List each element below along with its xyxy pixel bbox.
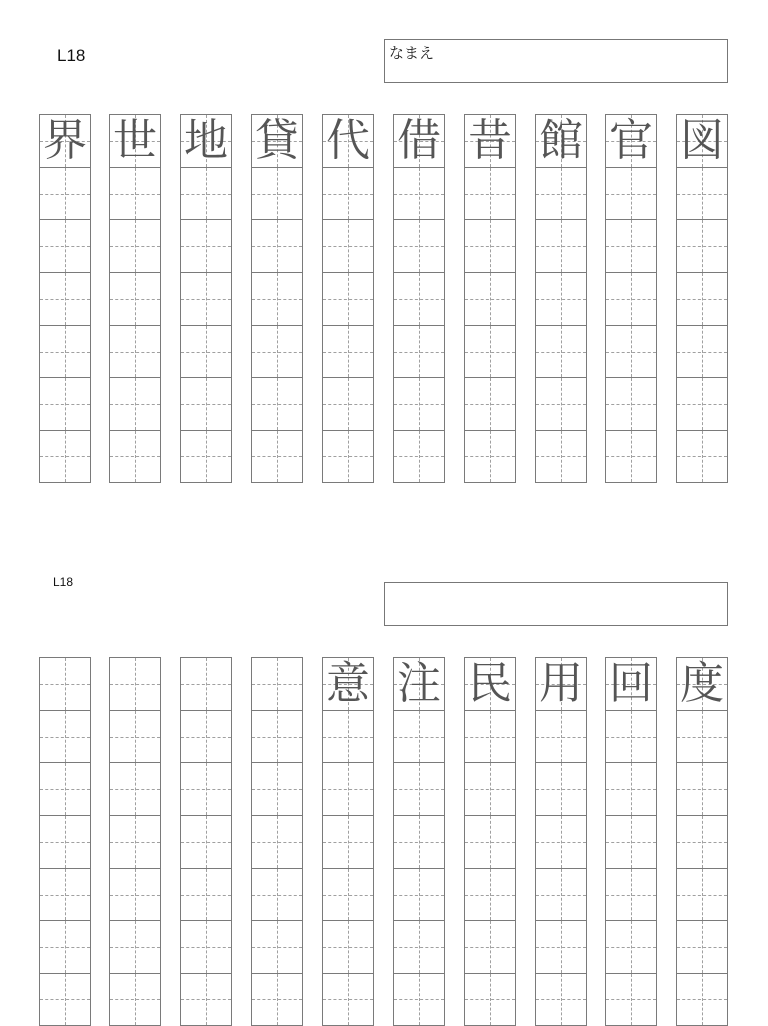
kanji-column	[39, 114, 91, 483]
model-kanji: 貸	[255, 114, 299, 166]
practice-cell[interactable]	[394, 868, 444, 921]
practice-cell[interactable]	[465, 762, 515, 815]
model-cell	[181, 114, 231, 167]
practice-cell[interactable]	[110, 868, 160, 921]
model-cell	[536, 114, 586, 167]
practice-cell[interactable]	[606, 815, 656, 868]
practice-cell[interactable]	[252, 762, 302, 815]
kanji-column	[180, 657, 232, 1026]
model-cell	[40, 657, 90, 710]
practice-cell[interactable]	[40, 272, 90, 325]
practice-cell[interactable]	[110, 710, 160, 763]
kanji-column	[251, 657, 303, 1026]
model-cell	[110, 657, 160, 710]
practice-cell[interactable]	[394, 377, 444, 430]
practice-cell[interactable]	[465, 815, 515, 868]
practice-cell[interactable]	[40, 868, 90, 921]
practice-cell[interactable]	[465, 219, 515, 272]
practice-cell[interactable]	[110, 272, 160, 325]
kanji-column	[535, 114, 587, 483]
lesson-label-top: L18	[57, 46, 86, 65]
practice-cell[interactable]	[536, 430, 586, 483]
practice-cell[interactable]	[323, 325, 373, 378]
practice-cell[interactable]	[323, 377, 373, 430]
practice-cell[interactable]	[181, 377, 231, 430]
model-cell	[323, 657, 373, 710]
practice-cell[interactable]	[181, 868, 231, 921]
practice-cell[interactable]	[394, 710, 444, 763]
practice-cell[interactable]	[252, 815, 302, 868]
practice-cell[interactable]	[181, 710, 231, 763]
practice-cell[interactable]	[110, 762, 160, 815]
practice-cell[interactable]	[40, 815, 90, 868]
kanji-column	[322, 657, 374, 1026]
practice-cell[interactable]	[252, 377, 302, 430]
practice-cell[interactable]	[323, 815, 373, 868]
practice-cell[interactable]	[40, 430, 90, 483]
kanji-column	[322, 114, 374, 483]
practice-cell[interactable]	[110, 973, 160, 1026]
practice-cell[interactable]	[536, 973, 586, 1026]
practice-cell[interactable]	[394, 219, 444, 272]
model-kanji: 用	[539, 657, 583, 709]
practice-cell[interactable]	[323, 710, 373, 763]
practice-cell[interactable]	[677, 868, 727, 921]
practice-cell[interactable]	[181, 167, 231, 220]
practice-cell[interactable]	[677, 377, 727, 430]
model-cell	[677, 114, 727, 167]
model-kanji: 世	[113, 114, 157, 166]
practice-cell[interactable]	[394, 815, 444, 868]
kanji-column	[464, 657, 516, 1026]
practice-cell[interactable]	[606, 868, 656, 921]
practice-cell[interactable]	[110, 325, 160, 378]
practice-cell[interactable]	[677, 920, 727, 973]
model-cell	[110, 114, 160, 167]
lesson-label-bottom: L18	[53, 575, 74, 589]
name-field-top[interactable]	[384, 39, 728, 83]
practice-cell[interactable]	[181, 325, 231, 378]
model-kanji	[181, 658, 231, 710]
practice-cell[interactable]	[110, 377, 160, 430]
practice-cell[interactable]	[110, 219, 160, 272]
practice-cell[interactable]	[394, 762, 444, 815]
practice-cell[interactable]	[536, 272, 586, 325]
practice-cell[interactable]	[606, 167, 656, 220]
practice-cell[interactable]	[110, 815, 160, 868]
practice-cell[interactable]	[536, 377, 586, 430]
model-kanji: 借	[397, 114, 441, 166]
name-label: なまえ	[389, 44, 435, 62]
model-cell	[40, 114, 90, 167]
practice-cell[interactable]	[181, 219, 231, 272]
kanji-column	[676, 114, 728, 483]
model-cell	[606, 657, 656, 710]
practice-cell[interactable]	[677, 973, 727, 1026]
practice-cell[interactable]	[465, 920, 515, 973]
practice-cell[interactable]	[323, 973, 373, 1026]
practice-cell[interactable]	[394, 167, 444, 220]
kanji-column	[180, 114, 232, 483]
practice-cell[interactable]	[252, 710, 302, 763]
practice-cell[interactable]	[606, 973, 656, 1026]
model-kanji: 界	[43, 114, 87, 166]
practice-cell[interactable]	[323, 219, 373, 272]
model-cell	[606, 114, 656, 167]
practice-cell[interactable]	[465, 272, 515, 325]
practice-cell[interactable]	[606, 219, 656, 272]
practice-cell[interactable]	[181, 973, 231, 1026]
practice-cell[interactable]	[536, 710, 586, 763]
practice-cell[interactable]	[394, 920, 444, 973]
practice-cell[interactable]	[677, 325, 727, 378]
practice-cell[interactable]	[606, 325, 656, 378]
model-kanji	[40, 658, 90, 710]
model-cell	[536, 657, 586, 710]
kanji-column	[605, 657, 657, 1026]
model-cell	[323, 114, 373, 167]
practice-cell[interactable]	[323, 920, 373, 973]
practice-cell[interactable]	[677, 710, 727, 763]
model-kanji: 意	[326, 657, 370, 709]
practice-cell[interactable]	[677, 762, 727, 815]
model-kanji: 官	[609, 114, 653, 166]
model-kanji	[252, 658, 302, 710]
practice-cell[interactable]	[536, 920, 586, 973]
practice-cell[interactable]	[181, 430, 231, 483]
practice-cell[interactable]	[465, 868, 515, 921]
practice-cell[interactable]	[40, 167, 90, 220]
practice-cell[interactable]	[677, 430, 727, 483]
kanji-column	[393, 657, 445, 1026]
practice-cell[interactable]	[252, 325, 302, 378]
practice-cell[interactable]	[40, 920, 90, 973]
practice-cell[interactable]	[465, 377, 515, 430]
practice-cell[interactable]	[677, 219, 727, 272]
model-kanji	[110, 658, 160, 710]
practice-cell[interactable]	[606, 710, 656, 763]
model-cell	[252, 657, 302, 710]
practice-cell[interactable]	[252, 167, 302, 220]
practice-cell[interactable]	[40, 762, 90, 815]
practice-cell[interactable]	[536, 815, 586, 868]
practice-cell[interactable]	[323, 167, 373, 220]
practice-cell[interactable]	[606, 920, 656, 973]
kanji-column	[535, 657, 587, 1026]
practice-cell[interactable]	[677, 167, 727, 220]
practice-cell[interactable]	[677, 815, 727, 868]
practice-cell[interactable]	[323, 430, 373, 483]
model-cell	[181, 657, 231, 710]
model-cell	[394, 114, 444, 167]
model-cell	[677, 657, 727, 710]
model-kanji: 回	[609, 657, 653, 709]
practice-cell[interactable]	[394, 430, 444, 483]
practice-cell[interactable]	[536, 325, 586, 378]
practice-cell[interactable]	[465, 167, 515, 220]
practice-cell[interactable]	[465, 973, 515, 1026]
practice-cell[interactable]	[252, 219, 302, 272]
practice-cell[interactable]	[252, 272, 302, 325]
name-field-bottom[interactable]	[384, 582, 728, 626]
practice-cell[interactable]	[110, 430, 160, 483]
practice-cell[interactable]	[110, 920, 160, 973]
model-kanji: 民	[468, 657, 512, 709]
practice-cell[interactable]	[394, 325, 444, 378]
model-cell	[465, 657, 515, 710]
practice-cell[interactable]	[606, 762, 656, 815]
model-kanji: 代	[326, 114, 370, 166]
model-kanji: 注	[397, 657, 441, 709]
practice-cell[interactable]	[40, 219, 90, 272]
practice-cell[interactable]	[536, 868, 586, 921]
practice-cell[interactable]	[181, 762, 231, 815]
kanji-column	[393, 114, 445, 483]
kanji-column	[251, 114, 303, 483]
practice-cell[interactable]	[252, 920, 302, 973]
practice-cell[interactable]	[40, 325, 90, 378]
practice-cell[interactable]	[677, 272, 727, 325]
model-cell	[252, 114, 302, 167]
kanji-column	[605, 114, 657, 483]
kanji-column	[109, 657, 161, 1026]
model-cell	[465, 114, 515, 167]
practice-cell[interactable]	[394, 272, 444, 325]
kanji-column	[676, 657, 728, 1026]
practice-cell[interactable]	[40, 973, 90, 1026]
model-kanji: 図	[680, 114, 724, 166]
practice-cell[interactable]	[252, 868, 302, 921]
practice-cell[interactable]	[323, 272, 373, 325]
practice-cell[interactable]	[181, 920, 231, 973]
practice-cell[interactable]	[606, 430, 656, 483]
practice-cell[interactable]	[323, 762, 373, 815]
practice-cell[interactable]	[606, 377, 656, 430]
practice-cell[interactable]	[536, 167, 586, 220]
practice-cell[interactable]	[40, 710, 90, 763]
kanji-column	[109, 114, 161, 483]
practice-cell[interactable]	[252, 430, 302, 483]
model-kanji: 昔	[468, 114, 512, 166]
practice-cell[interactable]	[252, 973, 302, 1026]
practice-cell[interactable]	[110, 167, 160, 220]
practice-cell[interactable]	[394, 973, 444, 1026]
practice-cell[interactable]	[181, 815, 231, 868]
practice-cell[interactable]	[465, 325, 515, 378]
practice-cell[interactable]	[465, 710, 515, 763]
model-cell	[394, 657, 444, 710]
practice-cell[interactable]	[465, 430, 515, 483]
kanji-column	[464, 114, 516, 483]
practice-cell[interactable]	[606, 272, 656, 325]
kanji-column	[39, 657, 91, 1026]
model-kanji: 館	[539, 114, 583, 166]
practice-cell[interactable]	[323, 868, 373, 921]
practice-cell[interactable]	[536, 219, 586, 272]
model-kanji: 地	[184, 114, 228, 166]
model-kanji: 度	[680, 657, 724, 709]
practice-cell[interactable]	[181, 272, 231, 325]
practice-cell[interactable]	[536, 762, 586, 815]
practice-cell[interactable]	[40, 377, 90, 430]
